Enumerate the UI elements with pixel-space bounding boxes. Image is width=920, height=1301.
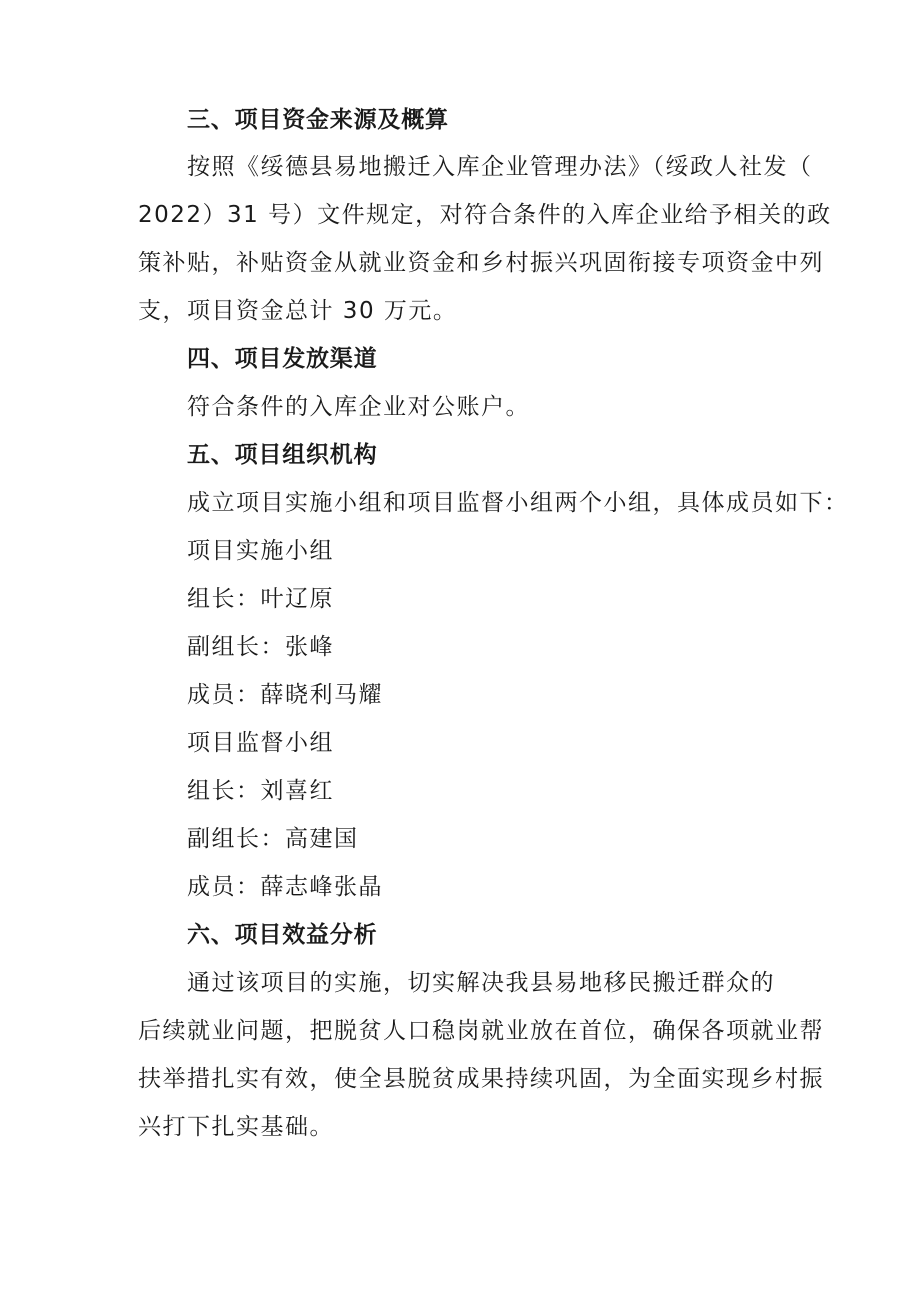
member-line: 成员：薛晓利马耀 <box>187 682 383 708</box>
paragraph-line: 按照《绥德县易地搬迁入库企业管理办法》（绥政人社发（ <box>187 154 813 180</box>
paragraph-line: 通过该项目的实施，切实解决我县易地移民搬迁群众的 <box>187 970 775 996</box>
paragraph-line: 扶举措扎实有效，使全县脱贫成果持续巩固，为全面实现乡村振 <box>138 1066 824 1092</box>
paragraph-line: 后续就业问题，把脱贫人口稳岗就业放在首位，确保各项就业帮 <box>138 1018 824 1044</box>
paragraph-line: 支，项目资金总计 30 万元。 <box>138 298 458 324</box>
group-name: 项目实施小组 <box>187 538 334 564</box>
paragraph-line: 成立项目实施小组和项目监督小组两个小组，具体成员如下： <box>187 490 849 516</box>
member-line: 成员：薛志峰张晶 <box>187 874 383 900</box>
paragraph-line: 符合条件的入库企业对公账户。 <box>187 394 530 420</box>
member-line: 组长：刘喜红 <box>187 778 334 804</box>
group-name: 项目监督小组 <box>187 730 334 756</box>
member-line: 副组长：张峰 <box>187 634 334 660</box>
section-heading-benefits: 六、项目效益分析 <box>187 922 378 948</box>
paragraph-line: 兴打下扎实基础。 <box>138 1114 334 1140</box>
member-line: 副组长：高建国 <box>187 826 359 852</box>
section-heading-funding: 三、项目资金来源及概算 <box>187 107 449 133</box>
paragraph-line: 策补贴，补贴资金从就业资金和乡村振兴巩固衔接专项资金中列 <box>138 250 824 276</box>
member-line: 组长：叶辽原 <box>187 586 334 612</box>
section-heading-channel: 四、项目发放渠道 <box>187 346 378 372</box>
section-heading-organization: 五、项目组织机构 <box>187 442 378 468</box>
paragraph-line: 2022）31 号）文件规定，对符合条件的入库企业给予相关的政 <box>138 202 832 228</box>
